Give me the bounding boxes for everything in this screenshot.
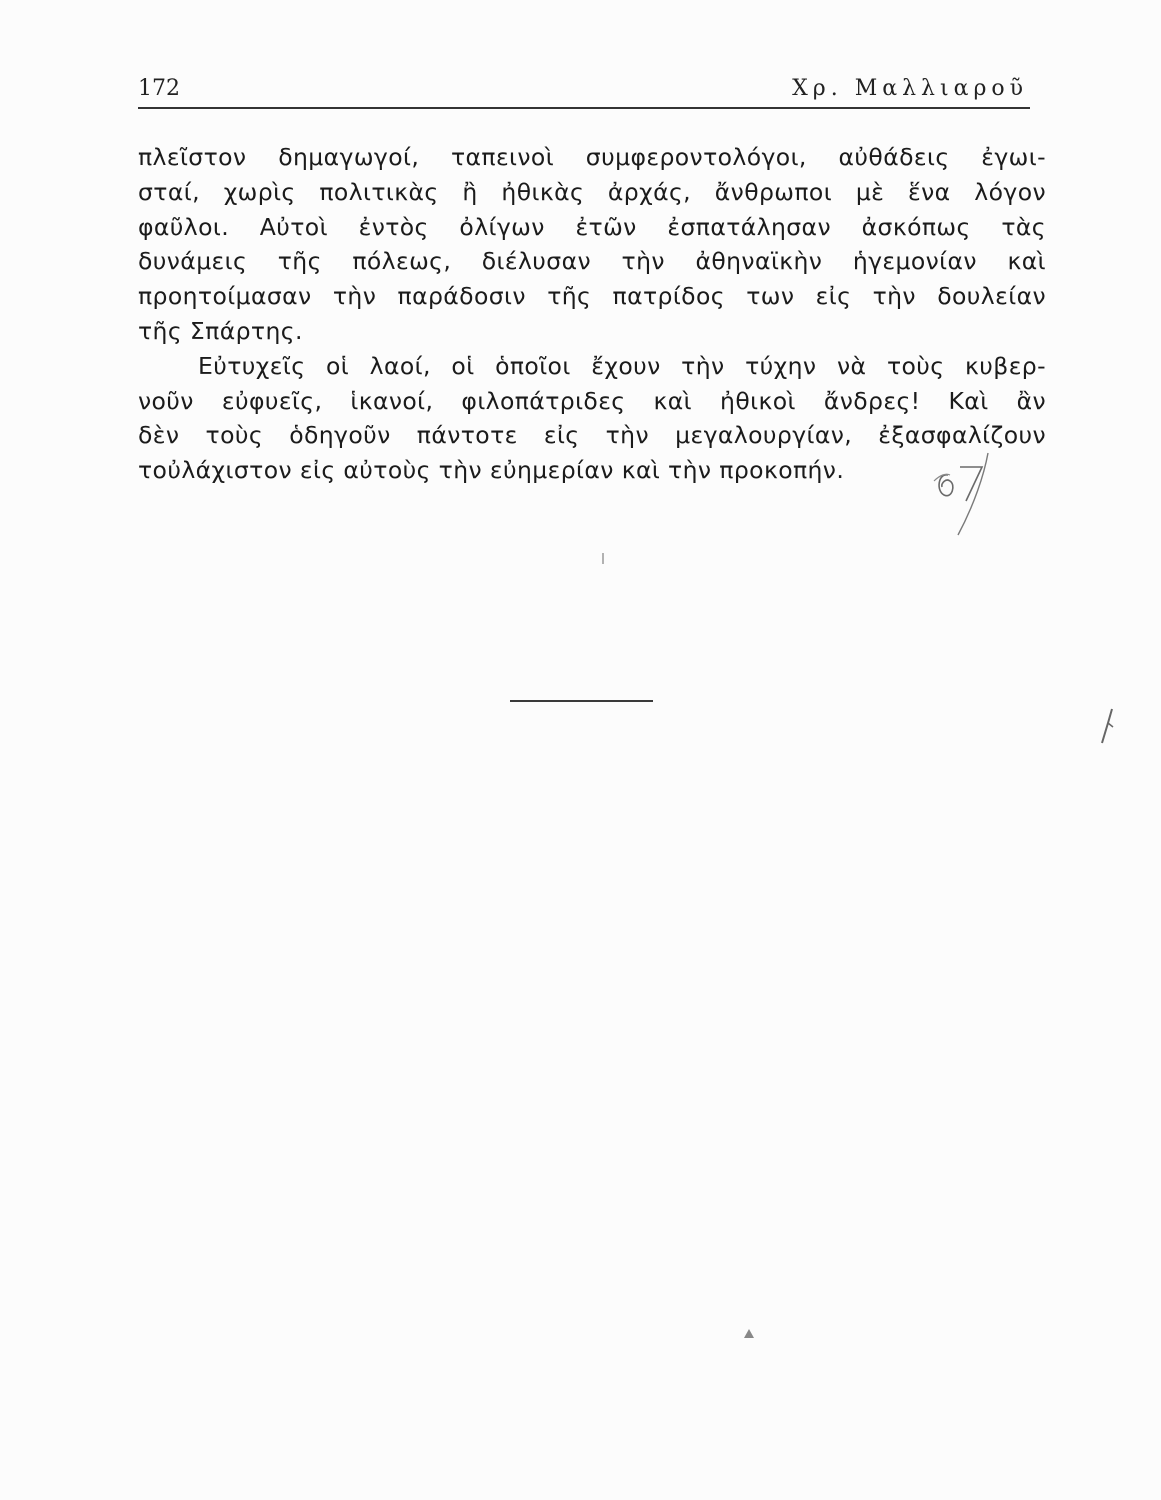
- text-line: δὲν τοὺς ὁδηγοῦν πάντοτε εἰς τὴν μεγαλουργίαν, ἐξασφαλίζουν: [138, 421, 1046, 450]
- handwritten-annotation: [930, 445, 1010, 540]
- page-number: 172: [138, 76, 180, 101]
- text-line: πλεῖστον δημαγωγοί, ταπεινοὶ συμφεροντολόγοι, αὐθάδεις ἐγωι-: [138, 143, 1046, 171]
- header-rule: [138, 107, 1030, 109]
- running-head: Χρ. Μαλλιαροῦ: [792, 76, 1028, 101]
- text-line: σταί, χωρὶς πολιτικὰς ἢ ἠθικὰς ἀρχάς, ἄνθρωποι μὲ ἕνα λόγον: [138, 177, 1046, 206]
- stray-mark: [743, 1328, 755, 1340]
- section-divider: [510, 700, 653, 702]
- text-line: τῆς Σπάρτης.: [138, 316, 303, 345]
- stray-mark: [1098, 707, 1118, 747]
- text-line: Εὐτυχεῖς οἱ λαοί, οἱ ὁποῖοι ἔχουν τὴν τύχην νὰ τοὺς κυβερ-: [198, 351, 1046, 380]
- text-line: προητοίμασαν τὴν παράδοσιν τῆς πατρίδος των εἰς τὴν δουλείαν: [138, 282, 1046, 311]
- paragraph-1: [138, 140, 1046, 349]
- text-line: τοὐλάχιστον εἰς αὐτοὺς τὴν εὐημερίαν καὶ τὴν προκοπήν.: [138, 456, 845, 485]
- text-line: φαῦλοι. Αὐτοὶ ἐντὸς ὀλίγων ἐτῶν ἐσπατάλησαν ἀσκόπως τὰς: [138, 212, 1046, 241]
- body-text: [138, 140, 1046, 488]
- text-line: δυνάμεις τῆς πόλεως, διέλυσαν τὴν ἀθηναϊκὴν ἡγεμονίαν καὶ: [138, 247, 1046, 276]
- stray-mark: [600, 552, 606, 566]
- page-header: [138, 76, 1028, 106]
- text-line: νοῦν εὐφυεῖς, ἱκανοί, φιλοπάτριδες καὶ ἠθικοὶ ἄνδρες! Καὶ ἂν: [138, 386, 1046, 415]
- paragraph-2: [138, 349, 1046, 488]
